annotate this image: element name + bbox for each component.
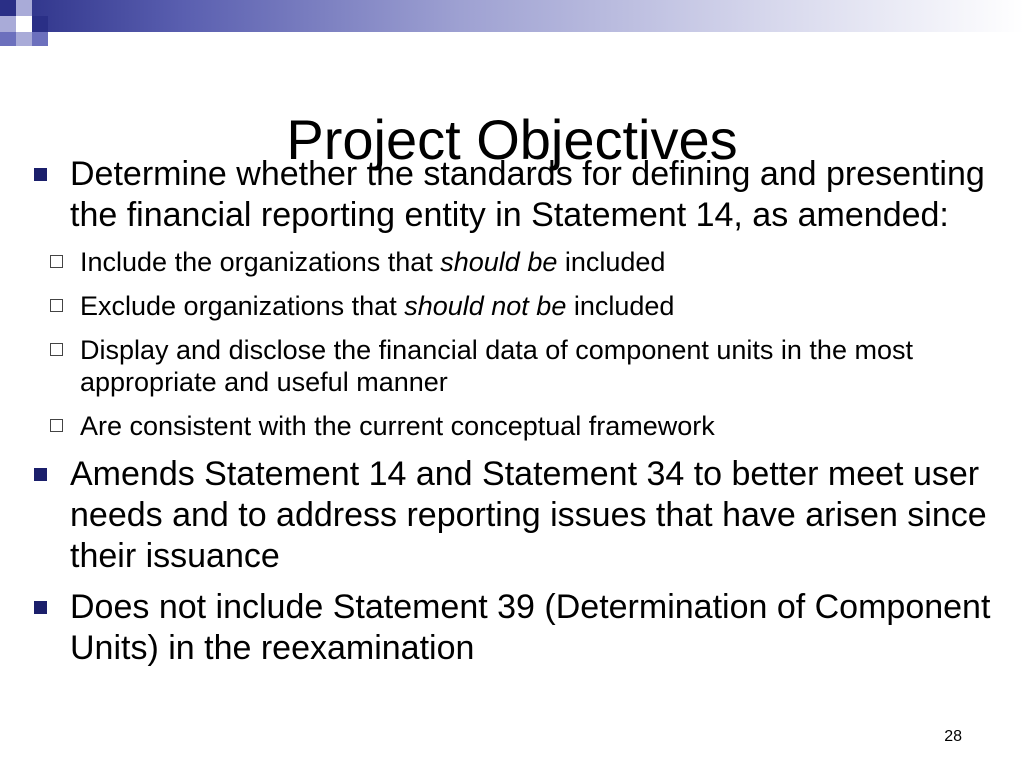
slide-title: Project Objectives: [286, 107, 738, 171]
bullet-item: [34, 587, 994, 669]
subbullet-text: Display and disclose the financial data of component units in the most appropriate and useful manner: [80, 335, 913, 397]
subbullet-text: Include the organizations that: [80, 247, 441, 277]
subbullet-text: Exclude organizations that: [80, 291, 405, 321]
filled-square-bullet-icon: [34, 601, 47, 614]
hollow-square-bullet-icon: [50, 299, 63, 312]
corner-square-navy: [0, 0, 16, 16]
subbullet-item: [34, 410, 994, 442]
corner-square-mid: [32, 32, 48, 46]
subbullet-item: [34, 290, 994, 322]
bullet-list: [34, 154, 994, 679]
bullet-item: [34, 154, 994, 236]
subbullet-item: [34, 334, 994, 398]
corner-square-lavender: [16, 0, 32, 16]
page-number: 28: [944, 728, 962, 745]
subbullet-list: [34, 246, 994, 442]
hollow-square-bullet-icon: [50, 255, 63, 268]
hollow-square-bullet-icon: [50, 343, 63, 356]
subbullet-text-tail: included: [557, 247, 666, 277]
subbullet-item: [34, 246, 994, 278]
subbullet-emphasis: should not be: [404, 291, 567, 321]
subbullet-text-tail: included: [566, 291, 675, 321]
corner-square-lavender-3: [16, 32, 32, 46]
corner-square-lavender-2: [0, 16, 16, 32]
corner-square-mid-2: [0, 32, 16, 46]
corner-square-white: [16, 16, 32, 32]
subbullet-text: Are consistent with the current conceptual framework: [80, 411, 715, 441]
subbullet-emphasis: should be: [440, 247, 558, 277]
header-gradient-band: [0, 0, 1024, 32]
corner-square-navy-2: [32, 16, 48, 32]
bullet-text: Amends Statement 14 and Statement 34 to better meet user needs and to address reporting issues that have arisen since their issuance: [70, 455, 987, 575]
filled-square-bullet-icon: [34, 468, 47, 481]
bullet-text: Determine whether the standards for defining and presenting the financial reporting entity in Statement 14, as amended:: [70, 155, 985, 234]
hollow-square-bullet-icon: [50, 419, 63, 432]
filled-square-bullet-icon: [34, 168, 47, 181]
bullet-text: Does not include Statement 39 (Determination of Component Units) in the reexamination: [70, 588, 991, 667]
bullet-item: [34, 454, 994, 577]
